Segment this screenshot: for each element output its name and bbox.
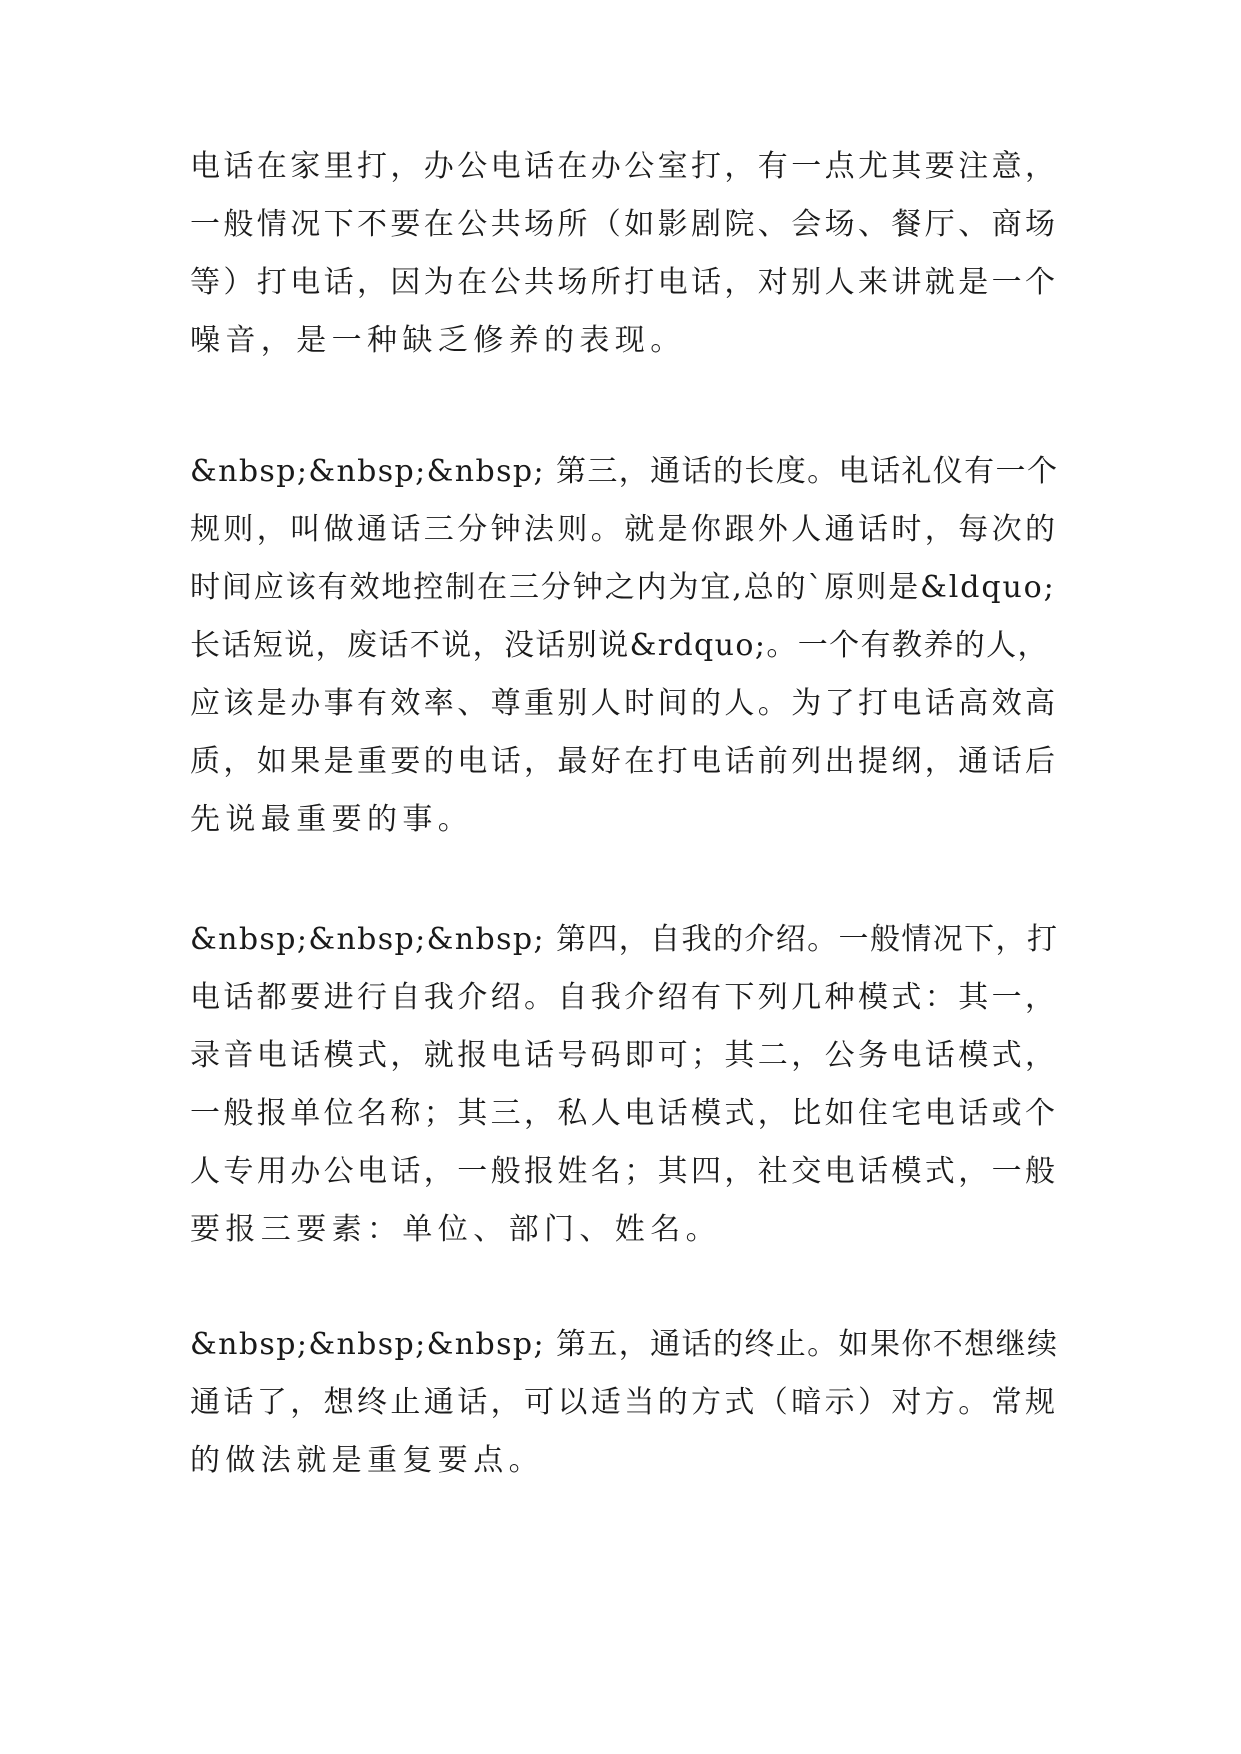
text-line: 人专用办公电话，一般报姓名；其四，社交电话模式，一般	[190, 1154, 1059, 1189]
text-line: 规则，叫做通话三分钟法则。就是你跟外人通话时，每次的	[190, 512, 1059, 547]
text-line: 先说最重要的事。	[190, 802, 474, 837]
text-line: 电话都要进行自我介绍。自我介绍有下列几种模式：其一，	[190, 980, 1059, 1015]
text-line: 噪音，是一种缺乏修养的表现。	[190, 323, 686, 358]
text-line: 一般情况下不要在公共场所（如影剧院、会场、餐厅、商场	[190, 207, 1059, 242]
text-line: 通话了，想终止通话，可以适当的方式（暗示）对方。常规	[190, 1385, 1059, 1420]
text-line: 一般报单位名称；其三，私人电话模式，比如住宅电话或个	[190, 1096, 1059, 1131]
text-line: &nbsp;&nbsp;&nbsp; 第五，通话的终止。如果你不想继续	[190, 1327, 1059, 1362]
text-line: 的做法就是重复要点。	[190, 1443, 544, 1478]
text-line: 等）打电话，因为在公共场所打电话，对别人来讲就是一个	[190, 265, 1059, 300]
text-line: &nbsp;&nbsp;&nbsp; 第三，通话的长度。电话礼仪有一个	[190, 454, 1059, 489]
text-line: 要报三要素：单位、部门、姓名。	[190, 1212, 721, 1247]
text-line: 质，如果是重要的电话，最好在打电话前列出提纲，通话后	[190, 744, 1059, 779]
text-line: 电话在家里打，办公电话在办公室打，有一点尤其要注意，	[190, 149, 1059, 184]
text-line: 时间应该有效地控制在三分钟之内为宜,总的`原则是&ldquo;	[190, 570, 1056, 605]
text-line: 长话短说，废话不说，没话别说&rdquo;。一个有教养的人，	[190, 628, 1049, 663]
text-line: 录音电话模式，就报电话号码即可；其二，公务电话模式，	[190, 1038, 1059, 1073]
text-line: &nbsp;&nbsp;&nbsp; 第四，自我的介绍。一般情况下，打	[190, 922, 1059, 957]
text-line: 应该是办事有效率、尊重别人时间的人。为了打电话高效高	[190, 686, 1059, 721]
